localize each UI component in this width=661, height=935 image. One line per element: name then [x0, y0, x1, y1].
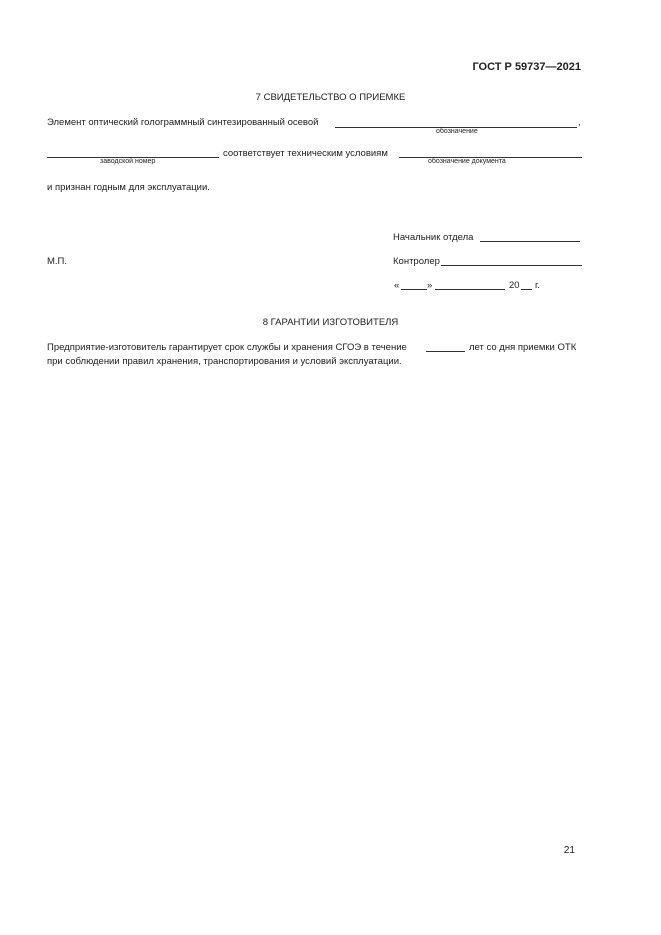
- warranty-years-line: [426, 351, 465, 352]
- date-close-quote: »: [427, 280, 433, 291]
- element-label: Элемент оптический голограммный синтезированный осевой: [47, 117, 319, 128]
- head-signature-line: [480, 241, 580, 242]
- warranty-text-part1: Предприятие-изготовитель гарантирует срок службы и хранения СГОЭ в течение: [47, 342, 407, 353]
- controller-signature-line: [441, 265, 582, 266]
- comma: ,: [578, 117, 581, 128]
- date-open-quote: «: [394, 280, 400, 291]
- doc-designation-caption: обозначение документа: [428, 158, 506, 165]
- complies-label: соответствует техническим условиям: [223, 148, 388, 159]
- serial-caption: заводской номер: [100, 158, 156, 165]
- section-8-title: 8 ГАРАНТИИ ИЗГОТОВИТЕЛЯ: [262, 317, 399, 328]
- section-7-title: 7 СВИДЕТЕЛЬСТВО О ПРИЕМКЕ: [255, 92, 406, 103]
- warranty-text-line2: при соблюдении правил хранения, транспортирования и условий эксплуатации.: [47, 356, 402, 367]
- page-number: 21: [563, 845, 575, 856]
- day-line: [401, 289, 427, 290]
- year-prefix: 20: [509, 280, 520, 291]
- designation-caption: обозначение: [436, 128, 478, 135]
- document-code: ГОСТ Р 59737—2021: [472, 61, 581, 73]
- controller-label: Контролер: [393, 256, 440, 267]
- year-line: [521, 289, 532, 290]
- warranty-text-part2: лет со дня приемки ОТК: [469, 342, 577, 353]
- stamp-label: М.П.: [47, 256, 68, 267]
- head-of-department-label: Начальник отдела: [393, 232, 474, 243]
- month-line: [435, 289, 505, 290]
- year-suffix: г.: [535, 280, 540, 291]
- accepted-text: и признан годным для эксплуатации.: [47, 182, 210, 193]
